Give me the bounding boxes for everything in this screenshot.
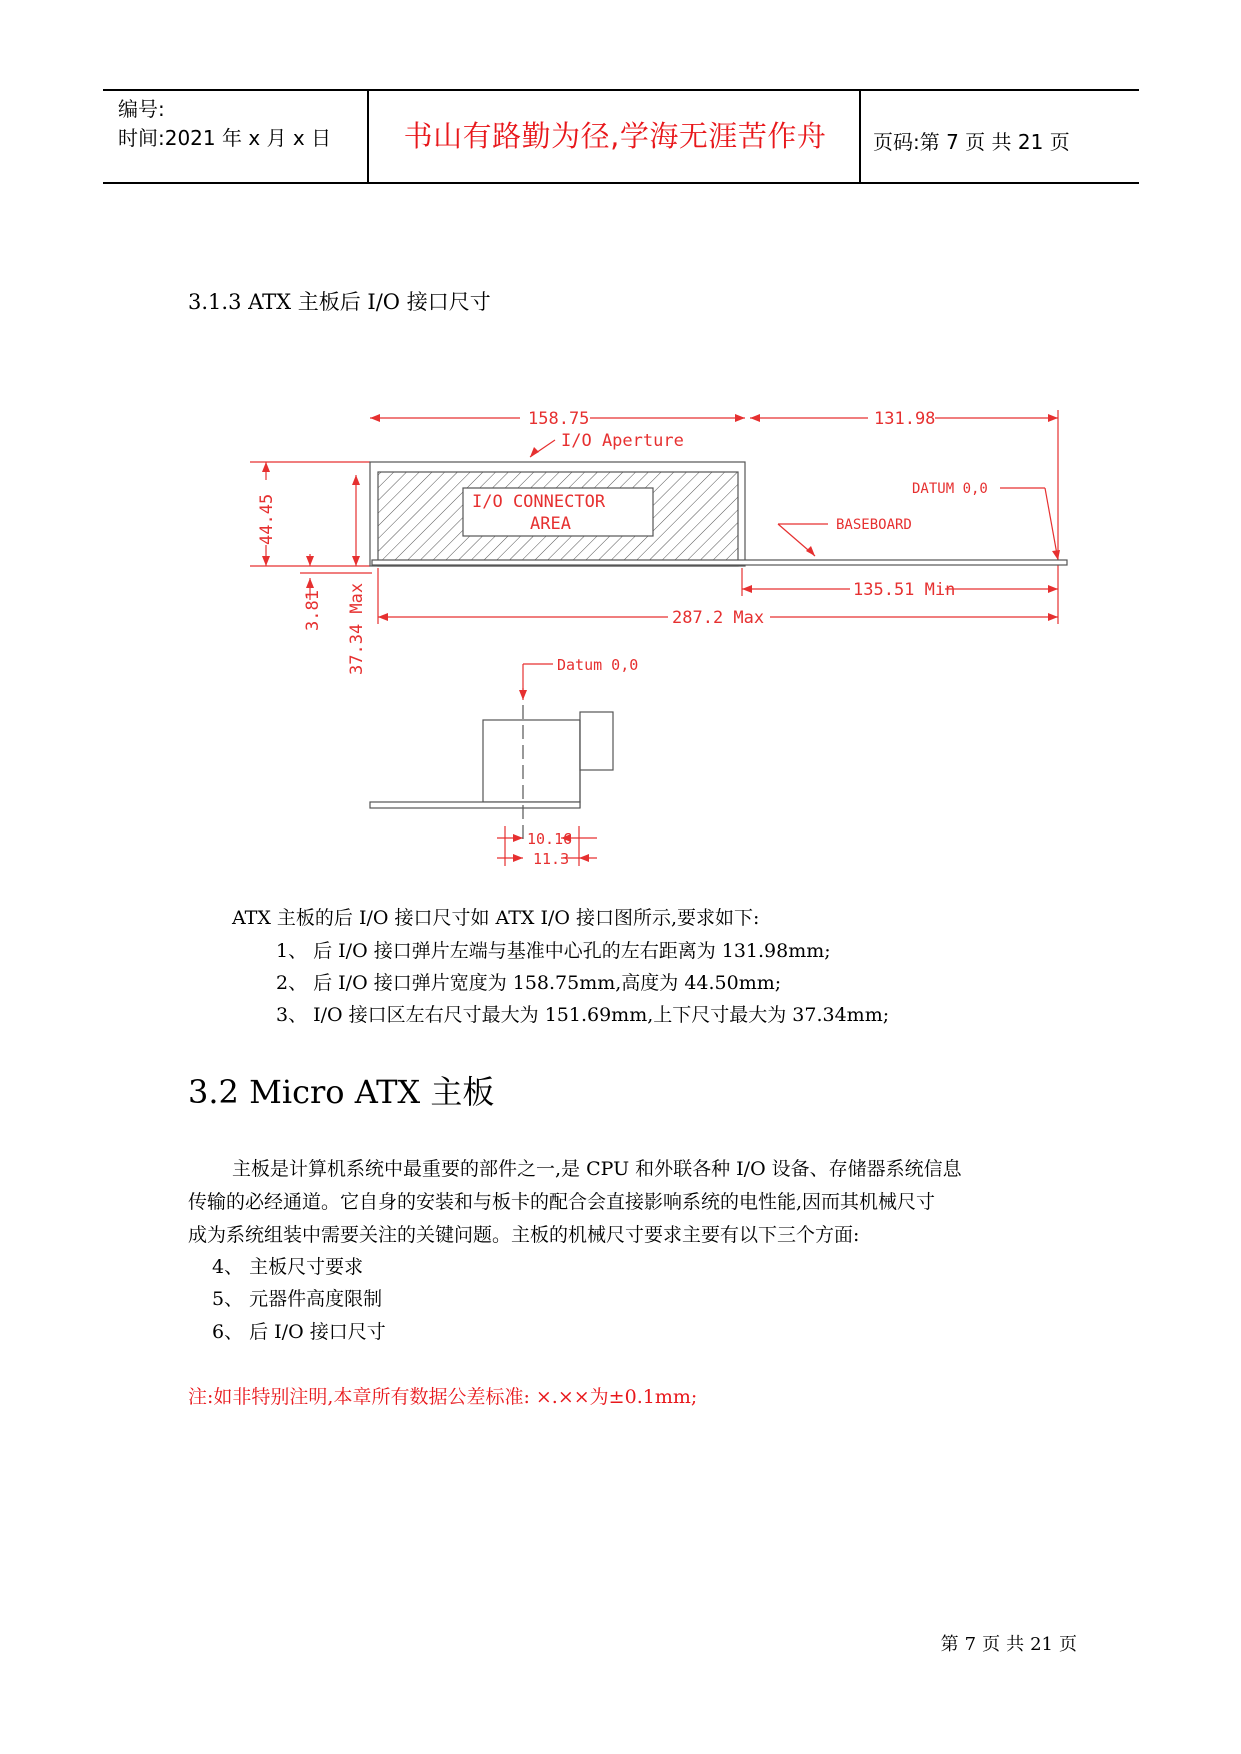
paragraph-line-3: 成为系统组装中需要关注的关键问题。主板的机械尺寸要求主要有以下三个方面:	[188, 1224, 860, 1246]
connector-label-1: I/O CONNECTOR	[472, 492, 606, 512]
footer-word-a: 第	[940, 1634, 959, 1655]
dim-min-label: 135.51 Min	[853, 580, 956, 600]
datum-top-label: DATUM 0,0	[912, 481, 988, 497]
header-page-label: 页码:第 7 页 共 21 页	[873, 130, 1070, 154]
footer-page-number: 7	[964, 1634, 977, 1655]
section-title-313: 3.1.3 ATX 主板后 I/O 接口尺寸	[188, 290, 491, 314]
connector-label-2: AREA	[530, 514, 571, 534]
dim-height-label: 44.45	[257, 493, 277, 545]
dim-a-label: 10.16	[527, 830, 573, 848]
page-footer	[880, 1630, 1080, 1656]
datum-side-label: Datum 0,0	[557, 656, 639, 674]
dim-b-label: 11.3	[533, 850, 570, 868]
footer-word-c: 共	[1006, 1634, 1025, 1655]
baseboard-label: BASEBOARD	[836, 517, 912, 533]
header-time-label: 时间:2021 年 x 月 x 日	[118, 126, 332, 150]
footer-total-pages: 21	[1030, 1634, 1053, 1655]
header-code-label: 编号:	[118, 97, 165, 121]
io-item-2: 2、 后 I/O 接口弹片宽度为 158.75mm,高度为 44.50mm;	[276, 972, 782, 994]
io-item-3: 3、 I/O 接口区左右尺寸最大为 151.69mm,上下尺寸最大为 37.34mm;	[276, 1004, 890, 1026]
io-intro-text: ATX 主板的后 I/O 接口尺寸如 ATX I/O 接口图所示,要求如下:	[232, 907, 760, 929]
dim-right-label: 131.98	[874, 409, 936, 429]
header-motto: 书山有路勤为径,学海无涯苦作舟	[403, 119, 827, 153]
tolerance-note: 注:如非特别注明,本章所有数据公差标准: ×.××为±0.1mm;	[188, 1386, 698, 1408]
dim-max-width-label: 287.2 Max	[672, 608, 765, 628]
paragraph-line-1: 主板是计算机系统中最重要的部件之一,是 CPU 和外联各种 I/O 设备、存储器系统信息	[232, 1158, 962, 1180]
footer-word-b: 页	[982, 1634, 1001, 1655]
dim-offset-label: 3.81	[303, 590, 323, 631]
header-top-rule	[103, 89, 1139, 91]
paragraph-line-2: 传输的必经通道。它自身的安装和与板卡的配合会直接影响系统的电性能,因而其机械尺寸	[188, 1191, 936, 1213]
list-item-4: 4、 主板尺寸要求	[212, 1256, 364, 1278]
list-item-6: 6、 后 I/O 接口尺寸	[212, 1321, 386, 1343]
footer-word-d: 页	[1059, 1634, 1077, 1655]
io-dimension-drawing	[0, 390, 1241, 870]
list-item-5: 5、 元器件高度限制	[212, 1288, 383, 1310]
aperture-label: I/O Aperture	[561, 431, 684, 451]
header-bottom-rule	[103, 182, 1139, 184]
header-divider-left	[367, 90, 369, 182]
section-title-32: 3.2 Micro ATX 主板	[188, 1073, 495, 1111]
dim-max-height-label: 37.34 Max	[347, 582, 367, 675]
dim-width-label: 158.75	[528, 409, 590, 429]
io-item-1: 1、 后 I/O 接口弹片左端与基准中心孔的左右距离为 131.98mm;	[276, 940, 831, 962]
